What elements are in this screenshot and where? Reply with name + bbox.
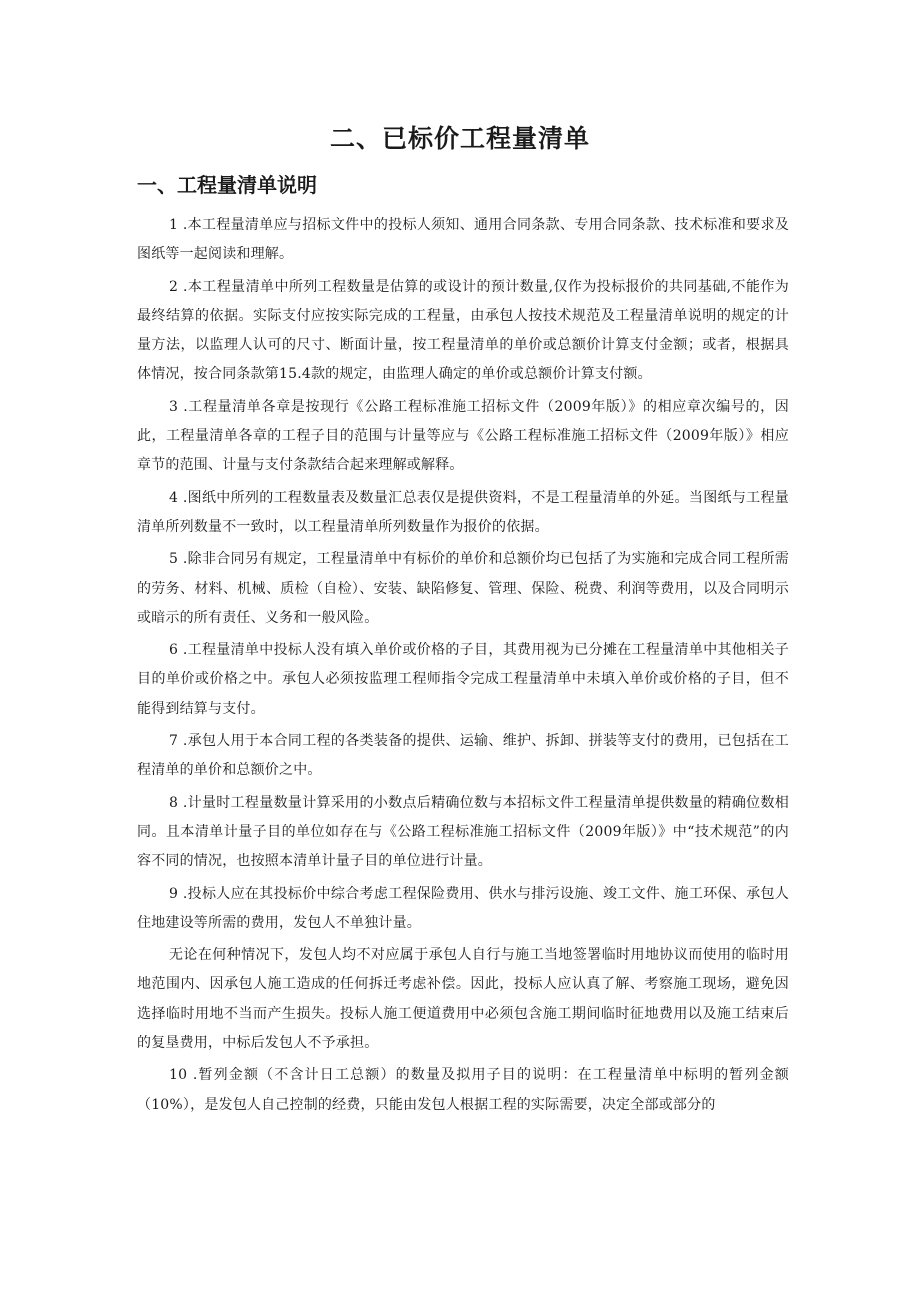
body-text bbox=[137, 211, 789, 1123]
paragraph-4: 4 .图纸中所列的工程数量表及数量汇总表仅是提供资料，不是工程量清单的外延。当图纸与工程量清单所列数量不一致时，以工程量清单所列数量作为报价的依据。 bbox=[137, 489, 789, 535]
paragraph-7: 7 .承包人用于本合同工程的各类装备的提供、运输、维护、拆卸、拼装等支付的费用，已包括在工程清单的单价和总额价之中。 bbox=[137, 733, 789, 779]
paragraph-2: 2 .本工程量清单中所列工程数量是估算的或设计的预计数量,仅作为投标报价的共同基础,不能作为最终结算的依据。实际支付应按实际完成的工程量，由承包人按技术规范及工程量清单说明的规定的计量方法，以监理人认可的尺寸、断面计量，按工程量清单的单价或总额价计算支付金额；或者，根据具体情况，按合同条款第15.4款的规定，由监理人确定的单价或总额价计算支付额。 bbox=[137, 278, 789, 383]
paragraph-9: 9 .投标人应在其投标价中综合考虑工程保险费用、供水与排污设施、竣工文件、施工环保、承包人住地建设等所需的费用，发包人不单独计量。 bbox=[137, 885, 789, 931]
paragraph-10: 10 .暂列金额（不含计日工总额）的数量及拟用子目的说明：在工程量清单中标明的暂列金额（10%），是发包人自己控制的经费，只能由发包人根据工程的实际需要，决定全部或部分的 bbox=[137, 1067, 789, 1113]
paragraph-9-continued: 无论在何种情况下，发包人均不对应属于承包人自行与施工当地签署临时用地协议而使用的临时用地范围内、因承包人施工造成的任何拆迁考虑补偿。因此，投标人应认真了解、考察施工现场，避免因选择临时用地不当而产生损失。投标人施工便道费用中必须包含施工期间临时征地费用以及施工结束后的复垦费用，中标后发包人不予承担。 bbox=[137, 947, 789, 1052]
paragraph-6: 6 .工程量清单中投标人没有填入单价或价格的子目，其费用视为已分摊在工程量清单中其他相关子目的单价或价格之中。承包人必须按监理工程师指令完成工程量清单中未填入单价或价格的子目，但不能得到结算与支付。 bbox=[137, 642, 789, 717]
paragraph-5: 5 .除非合同另有规定，工程量清单中有标价的单价和总额价均已包括了为实施和完成合同工程所需的劳务、材料、机械、质检（自检）、安装、缺陷修复、管理、保险、税费、利润等费用，以及合同明示或暗示的所有责任、义务和一般风险。 bbox=[137, 551, 789, 626]
paragraph-1: 1 .本工程量清单应与招标文件中的投标人须知、通用合同条款、专用合同条款、技术标准和要求及图纸等一起阅读和理解。 bbox=[137, 217, 789, 263]
document-title: 二、已标价工程量清单 bbox=[329, 124, 590, 153]
section-heading: 一、工程量清单说明 bbox=[137, 173, 317, 197]
paragraph-3: 3 .工程量清单各章是按现行《公路工程标准施工招标文件（2009年版）》的相应章次编号的，因此，工程量清单各章的工程子目的范围与计量等应与《公路工程标准施工招标文件（2009年版）》相应章节的范围、计量与支付条款结合起来理解或解释。 bbox=[137, 398, 789, 474]
paragraph-8: 8 .计量时工程量数量计算采用的小数点后精确位数与本招标文件工程量清单提供数量的精确位数相同。且本清单计量子目的单位如存在与《公路工程标准施工招标文件（2009年版）》中“技术规范”的内容不同的情况，也按照本清单计量子目的单位进行计量。 bbox=[137, 794, 789, 870]
